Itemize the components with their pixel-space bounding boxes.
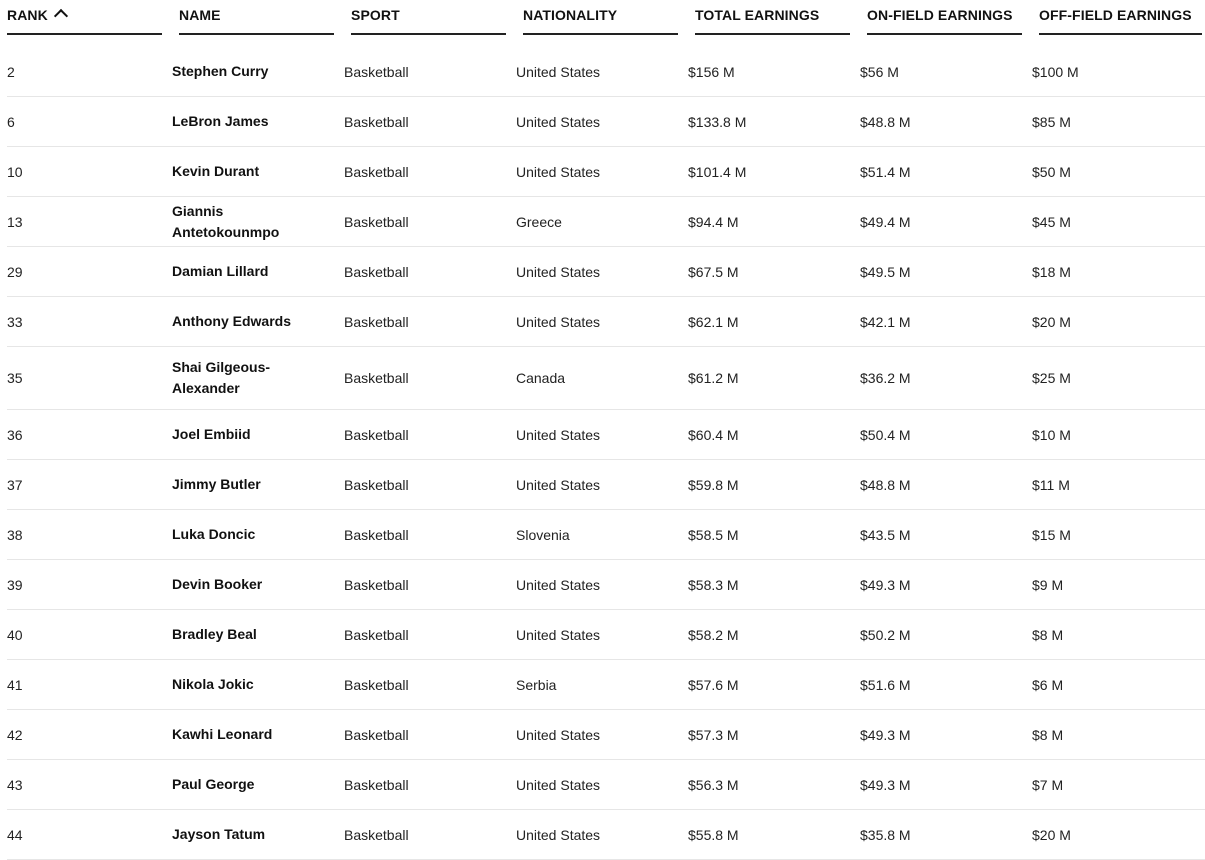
sport-cell: Basketball: [344, 726, 409, 743]
column-header-off-field-earnings[interactable]: [1032, 0, 1204, 36]
table-header: [0, 0, 1205, 36]
name-cell: LeBron James: [172, 113, 269, 129]
rank-cell: 39: [7, 576, 23, 593]
on-field-earnings-cell: $35.8 M: [860, 826, 911, 843]
nationality-cell: Serbia: [516, 676, 557, 693]
column-header-label: NATIONALITY: [523, 7, 618, 23]
name-cell: Damian Lillard: [172, 263, 269, 279]
column-header-label: SPORT: [351, 7, 400, 23]
total-earnings-cell: $58.5 M: [688, 526, 739, 543]
sport-cell: Basketball: [344, 113, 409, 130]
on-field-earnings-cell: $49.3 M: [860, 576, 911, 593]
rank-cell: 6: [7, 113, 15, 130]
table-row: [7, 510, 1205, 560]
on-field-earnings-cell: $42.1 M: [860, 313, 911, 330]
rank-cell: 29: [7, 263, 23, 280]
off-field-earnings-cell: $15 M: [1032, 526, 1071, 543]
off-field-earnings-cell: $8 M: [1032, 726, 1064, 743]
rank-cell: 43: [7, 776, 23, 793]
total-earnings-cell: $59.8 M: [688, 476, 739, 493]
table-row: [7, 197, 1205, 247]
rank-cell: 44: [7, 826, 23, 843]
total-earnings-cell: $60.4 M: [688, 426, 739, 443]
nationality-cell: United States: [516, 576, 601, 593]
table-row: [7, 710, 1205, 760]
off-field-earnings-cell: $8 M: [1032, 626, 1064, 643]
off-field-earnings-cell: $10 M: [1032, 426, 1071, 443]
total-earnings-cell: $57.3 M: [688, 726, 739, 743]
on-field-earnings-cell: $50.4 M: [860, 426, 911, 443]
total-earnings-cell: $56.3 M: [688, 776, 739, 793]
name-cell: Joel Embiid: [172, 426, 251, 442]
off-field-earnings-cell: $25 M: [1032, 370, 1071, 386]
column-header-nationality[interactable]: [516, 0, 688, 36]
off-field-earnings-cell: $85 M: [1032, 113, 1071, 130]
table-row: [7, 247, 1205, 297]
table-row: [7, 760, 1205, 810]
name-cell: Nikola Jokic: [172, 676, 254, 692]
off-field-earnings-cell: $6 M: [1032, 676, 1064, 693]
sport-cell: Basketball: [344, 826, 409, 843]
name-cell: Kevin Durant: [172, 163, 260, 179]
nationality-cell: United States: [516, 626, 601, 643]
off-field-earnings-cell: $11 M: [1032, 476, 1070, 493]
name-cell: Jimmy Butler: [172, 476, 261, 492]
rank-cell: 36: [7, 426, 23, 443]
name-cell: Bradley Beal: [172, 626, 257, 642]
total-earnings-cell: $57.6 M: [688, 676, 739, 693]
column-header-rank[interactable]: [0, 0, 172, 36]
on-field-earnings-cell: $56 M: [860, 63, 899, 80]
table-row: [7, 810, 1205, 860]
total-earnings-cell: $62.1 M: [688, 313, 739, 330]
nationality-cell: Greece: [516, 213, 562, 230]
table-row: [7, 560, 1205, 610]
on-field-earnings-cell: $49.4 M: [860, 213, 911, 230]
table-row: [7, 460, 1205, 510]
sport-cell: Basketball: [344, 626, 409, 643]
on-field-earnings-cell: $48.8 M: [860, 476, 911, 493]
column-header-label: NAME: [179, 7, 221, 23]
sport-cell: Basketball: [344, 370, 409, 386]
nationality-cell: United States: [516, 776, 601, 793]
nationality-cell: United States: [516, 826, 601, 843]
name-cell: Giannis Antetokounmpo: [172, 202, 280, 240]
sport-cell: Basketball: [344, 526, 409, 543]
table-row: [7, 147, 1205, 197]
name-cell: Shai Gilgeous-Alexander: [172, 359, 271, 396]
table-row: [7, 660, 1205, 710]
on-field-earnings-cell: $51.6 M: [860, 676, 911, 693]
total-earnings-cell: $67.5 M: [688, 263, 739, 280]
table-row: [7, 47, 1205, 97]
nationality-cell: United States: [516, 726, 601, 743]
on-field-earnings-cell: $50.2 M: [860, 626, 911, 643]
name-cell: Stephen Curry: [172, 63, 269, 79]
total-earnings-cell: $58.3 M: [688, 576, 739, 593]
name-cell: Anthony Edwards: [172, 313, 292, 329]
nationality-cell: United States: [516, 476, 601, 493]
table-row: [7, 610, 1205, 660]
sport-cell: Basketball: [344, 63, 409, 80]
sport-cell: Basketball: [344, 776, 409, 793]
off-field-earnings-cell: $45 M: [1032, 213, 1071, 230]
sport-cell: Basketball: [344, 213, 409, 230]
column-header-label: RANK: [7, 7, 48, 23]
sport-cell: Basketball: [344, 426, 409, 443]
sport-cell: Basketball: [344, 263, 409, 280]
rank-cell: 41: [7, 676, 23, 693]
total-earnings-cell: $101.4 M: [688, 163, 747, 180]
total-earnings-cell: $133.8 M: [688, 113, 747, 130]
off-field-earnings-cell: $100 M: [1032, 63, 1079, 80]
table-row: [7, 410, 1205, 460]
off-field-earnings-cell: $9 M: [1032, 576, 1064, 593]
nationality-cell: United States: [516, 113, 601, 130]
nationality-cell: Canada: [516, 370, 566, 386]
rank-cell: 33: [7, 313, 23, 330]
total-earnings-cell: $55.8 M: [688, 826, 739, 843]
name-cell: Paul George: [172, 776, 255, 792]
table-row: [7, 97, 1205, 147]
on-field-earnings-cell: $43.5 M: [860, 526, 911, 543]
name-cell: Kawhi Leonard: [172, 726, 273, 742]
on-field-earnings-cell: $49.3 M: [860, 776, 911, 793]
column-header-label: TOTAL EARNINGS: [695, 7, 820, 23]
total-earnings-cell: $61.2 M: [688, 370, 739, 386]
column-header-total-earnings[interactable]: [688, 0, 860, 36]
column-header-on-field-earnings[interactable]: [860, 0, 1032, 36]
off-field-earnings-cell: $20 M: [1032, 826, 1071, 843]
rank-cell: 38: [7, 526, 23, 543]
column-header-label: OFF-FIELD EARNINGS: [1039, 7, 1192, 23]
rank-cell: 13: [7, 213, 23, 230]
rank-cell: 10: [7, 163, 23, 180]
column-header-sport[interactable]: [344, 0, 516, 36]
table-row: [7, 347, 1205, 410]
nationality-cell: United States: [516, 163, 601, 180]
off-field-earnings-cell: $50 M: [1032, 163, 1071, 180]
rank-cell: 40: [7, 626, 23, 643]
nationality-cell: United States: [516, 426, 601, 443]
off-field-earnings-cell: $7 M: [1032, 776, 1064, 793]
off-field-earnings-cell: $20 M: [1032, 313, 1071, 330]
sport-cell: Basketball: [344, 476, 409, 493]
total-earnings-cell: $58.2 M: [688, 626, 739, 643]
total-earnings-cell: $94.4 M: [688, 213, 739, 230]
sport-cell: Basketball: [344, 163, 409, 180]
nationality-cell: United States: [516, 313, 601, 330]
column-header-name[interactable]: [172, 0, 344, 36]
table-row: [7, 297, 1205, 347]
rank-cell: 42: [7, 726, 23, 743]
name-cell: Luka Doncic: [172, 526, 256, 542]
rank-cell: 37: [7, 476, 23, 493]
off-field-earnings-cell: $18 M: [1032, 263, 1071, 280]
nationality-cell: Slovenia: [516, 526, 570, 543]
name-cell: Devin Booker: [172, 576, 263, 592]
name-cell: Jayson Tatum: [172, 826, 266, 842]
nationality-cell: United States: [516, 263, 601, 280]
sport-cell: Basketball: [344, 576, 409, 593]
nationality-cell: United States: [516, 63, 601, 80]
on-field-earnings-cell: $48.8 M: [860, 113, 911, 130]
on-field-earnings-cell: $49.3 M: [860, 726, 911, 743]
sport-cell: Basketball: [344, 313, 409, 330]
on-field-earnings-cell: $51.4 M: [860, 163, 911, 180]
chevron-up-icon: [54, 9, 68, 23]
sport-cell: Basketball: [344, 676, 409, 693]
on-field-earnings-cell: $49.5 M: [860, 263, 911, 280]
table-body: [0, 36, 1205, 860]
total-earnings-cell: $156 M: [688, 63, 735, 80]
rank-cell: 2: [7, 63, 15, 80]
on-field-earnings-cell: $36.2 M: [860, 370, 911, 386]
column-header-label: ON-FIELD EARNINGS: [867, 7, 1013, 23]
rank-cell: 35: [7, 370, 23, 386]
